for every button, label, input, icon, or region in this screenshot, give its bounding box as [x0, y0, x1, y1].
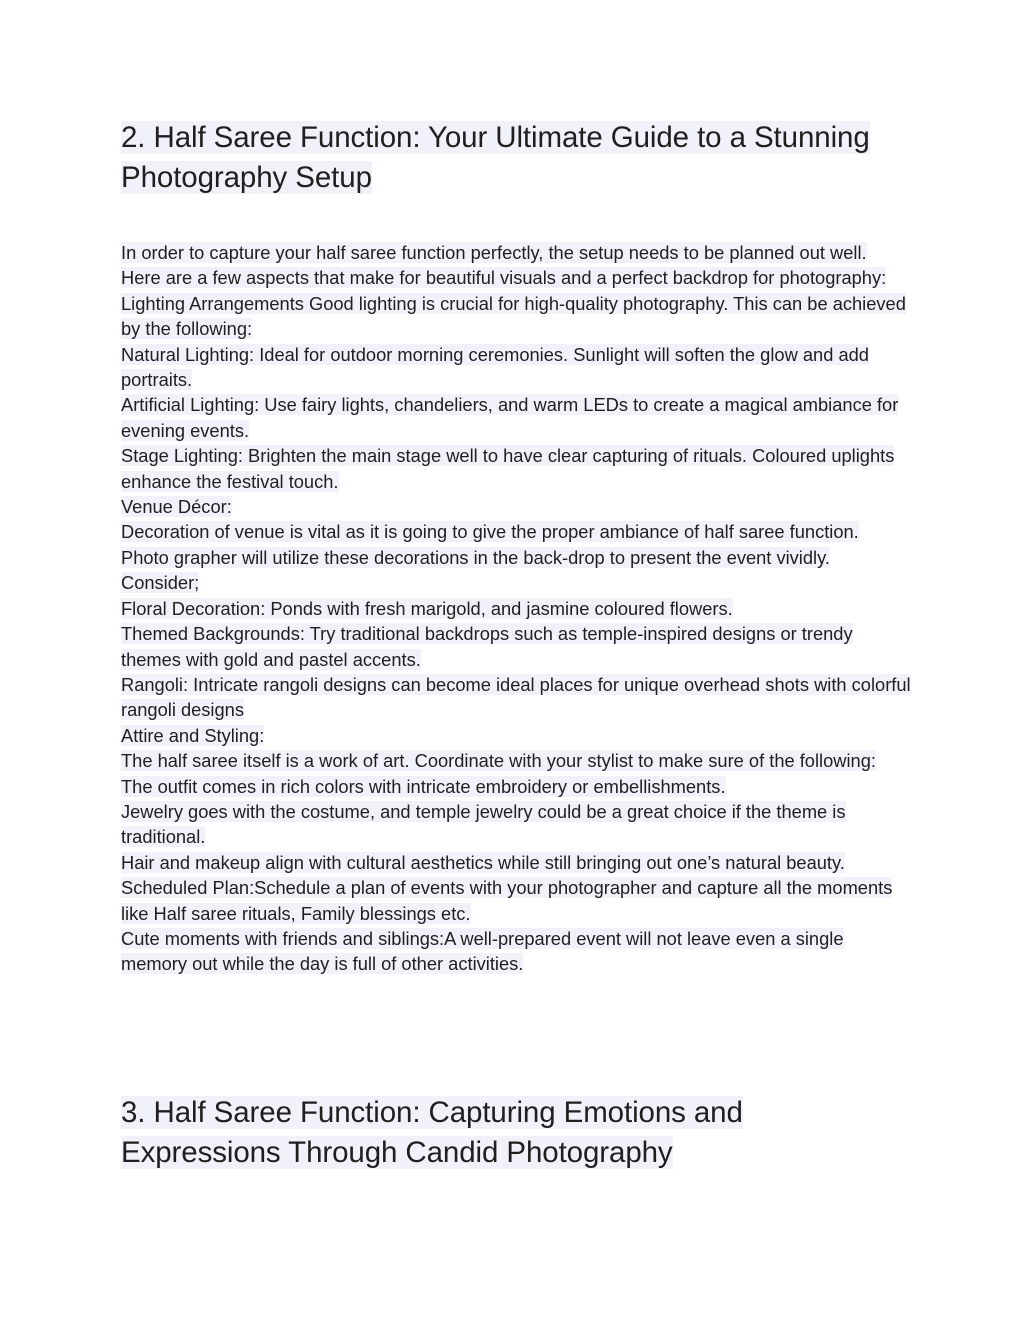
- paragraph-rangoli: Rangoli: Intricate rangoli designs can become ideal places for unique overhead shots with colorful rangoli designs: [121, 673, 911, 721]
- paragraph-jewelry: Jewelry goes with the costume, and temple jewelry could be a great choice if the theme is traditional.: [121, 800, 846, 848]
- paragraph-cute-moments: Cute moments with friends and siblings:A well-prepared event will not leave even a single memory out while the day is full of other activities.: [121, 927, 844, 975]
- paragraph-natural-lighting: Natural Lighting: Ideal for outdoor morning ceremonies. Sunlight will soften the glow and add portraits.: [121, 343, 869, 391]
- heading-2-line-1: 2. Half Saree Function: Your Ultimate Guide to a Stunning: [121, 121, 870, 154]
- heading-3-line-1: 3. Half Saree Function: Capturing Emotions and: [121, 1096, 743, 1129]
- paragraph-lighting-arrangements: Lighting Arrangements Good lighting is crucial for high-quality photography. This can be achieved by the following:: [121, 292, 906, 340]
- paragraph-artificial-lighting: Artificial Lighting: Use fairy lights, chandeliers, and warm LEDs to create a magical ambiance for evening events.: [121, 394, 899, 441]
- paragraph-hair-makeup: Hair and makeup align with cultural aesthetics while still bringing out one’s natural beauty.: [121, 851, 845, 873]
- paragraph-intro: In order to capture your half saree function perfectly, the setup needs to be planned out well. Here are a few aspects that make for beautiful visuals and a perfect backdrop for photography:: [121, 242, 887, 289]
- section-heading-3: [121, 1093, 911, 1173]
- heading-2-line-2: Photography Setup: [121, 161, 372, 194]
- paragraph-floral-decoration: Floral Decoration: Ponds with fresh marigold, and jasmine coloured flowers.: [121, 597, 733, 619]
- paragraph-stage-lighting: Stage Lighting: Brighten the main stage well to have clear capturing of rituals. Coloured uplights enhance the festival touch.: [121, 445, 895, 492]
- paragraph-themed-backgrounds: Themed Backgrounds: Try traditional backdrops such as temple-inspired designs or trendy themes with gold and pastel accents.: [121, 623, 853, 670]
- paragraph-half-saree-art: The half saree itself is a work of art. Coordinate with your stylist to make sure of the following:: [121, 750, 876, 772]
- section-body: [121, 240, 911, 977]
- heading-3-line-2: Expressions Through Candid Photography: [121, 1136, 673, 1169]
- paragraph-attire-title: Attire and Styling:: [121, 724, 265, 746]
- paragraph-venue-decor: Decoration of venue is vital as it is going to give the proper ambiance of half saree function. Photo grapher will utilize these decorations in the back-drop to present the event vividly. Consider;: [121, 521, 859, 594]
- paragraph-outfit: The outfit comes in rich colors with intricate embroidery or embellishments.: [121, 775, 726, 797]
- paragraph-scheduled-plan: Scheduled Plan:Schedule a plan of events with your photographer and capture all the moments like Half saree rituals, Family blessings etc.: [121, 877, 893, 924]
- paragraph-venue-decor-title: Venue Décor:: [121, 496, 232, 518]
- section-heading-2: [121, 118, 911, 198]
